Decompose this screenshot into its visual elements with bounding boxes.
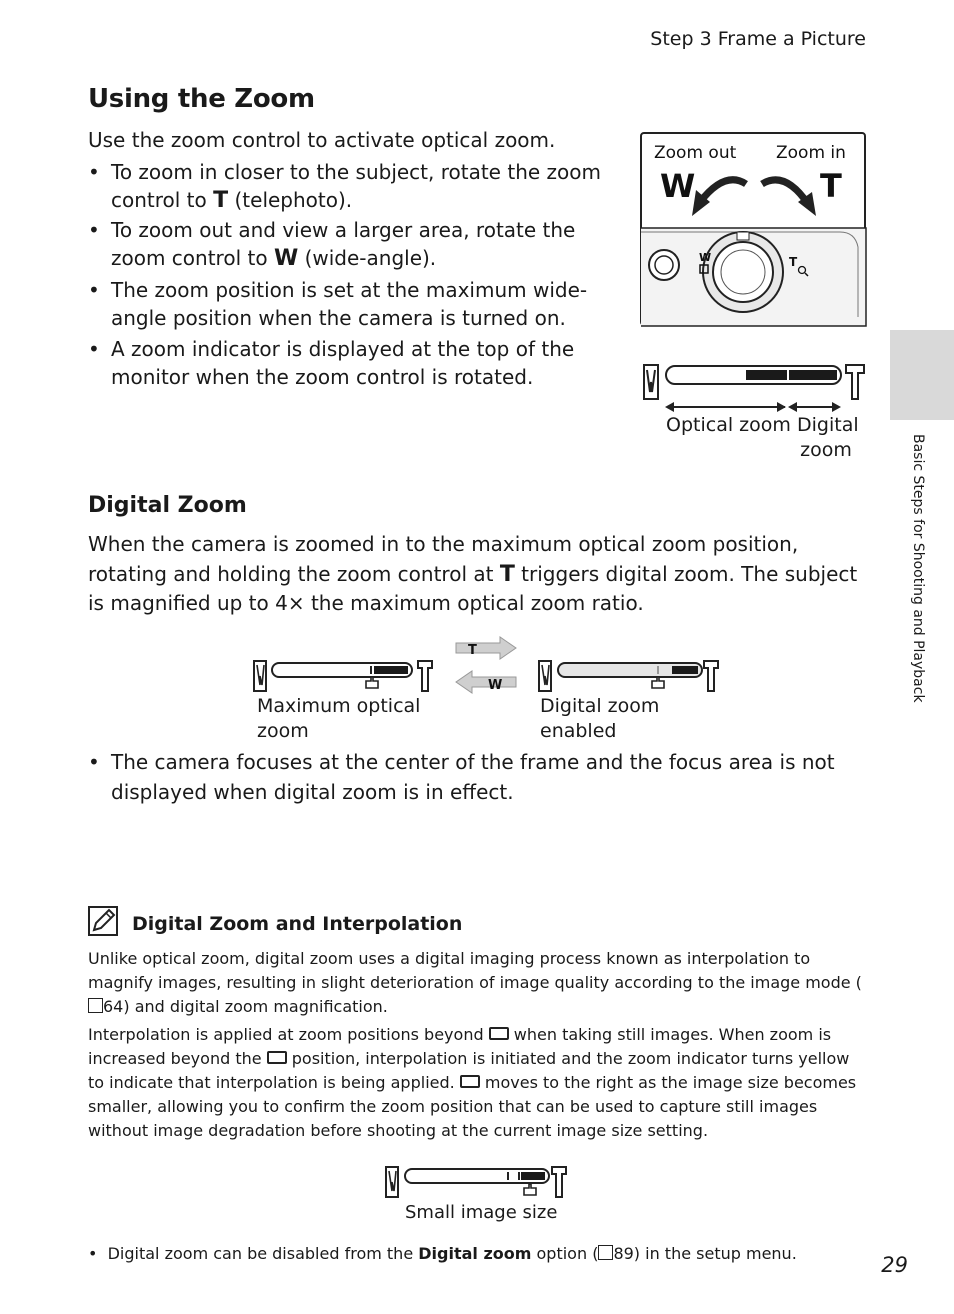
interpolation-icon bbox=[267, 1051, 287, 1064]
note-paragraph bbox=[88, 947, 868, 1019]
caption-line: Digital bbox=[797, 414, 859, 436]
bullet-text: To zoom in closer to the subject, rotate the zoom control to bbox=[111, 160, 601, 212]
paragraph-text: When the camera is zoomed in to the maximum optical zoom position, rotating and holding the zoom control at bbox=[88, 532, 799, 586]
digital-enabled-caption bbox=[540, 694, 659, 744]
small-image-size-caption: Small image size bbox=[405, 1202, 558, 1223]
chapter-tab bbox=[890, 330, 954, 420]
note-paragraph bbox=[88, 1023, 868, 1143]
tele-symbol-large: T bbox=[820, 167, 842, 205]
caption-line: Maximum optical bbox=[257, 695, 421, 717]
chapter-label-text: Basic Steps for Shooting and Playback bbox=[910, 434, 926, 703]
zoom-out-label: Zoom out bbox=[654, 143, 737, 163]
paragraph-text: moves to the right as the image size becomes smaller, allowing you to confirm the zoom position that can be used to capture still images without image degradation before shooting at the current image size setting. bbox=[88, 1073, 857, 1140]
paragraph-text: ) and digital zoom magnification. bbox=[123, 997, 388, 1016]
caption-line: Digital zoom bbox=[540, 695, 660, 717]
zoom-bar-fill bbox=[521, 1172, 545, 1180]
page-reference[interactable]: 89 bbox=[613, 1244, 634, 1263]
caption-line: zoom bbox=[800, 439, 852, 461]
tele-label-small: T bbox=[789, 255, 798, 269]
caption-line: enabled bbox=[540, 720, 617, 742]
zoom-bar-fill bbox=[746, 370, 837, 380]
book-ref-icon bbox=[598, 1245, 613, 1260]
zoom-control-illustration bbox=[640, 132, 867, 327]
interpolation-icon bbox=[460, 1075, 480, 1088]
paragraph-text: when taking still images. When zoom is increased beyond the bbox=[88, 1025, 832, 1068]
digital-zoom-paragraph bbox=[88, 530, 868, 619]
interpolation-icon bbox=[366, 677, 378, 688]
list-item: • Digital zoom can be disabled from the Digital zoom option ( 89) in the setup menu. bbox=[88, 1244, 797, 1263]
paragraph-text: Interpolation is applied at zoom positions beyond bbox=[88, 1025, 489, 1044]
interpolation-icon bbox=[652, 677, 664, 688]
pencil-note-icon bbox=[88, 906, 118, 936]
page-reference[interactable]: 64 bbox=[103, 997, 124, 1016]
bullet-text: To zoom out and view a larger area, rotate the zoom control to bbox=[111, 218, 576, 270]
list-item: • The zoom position is set at the maximum wide-angle position when the camera is turned on. bbox=[88, 276, 613, 332]
list-item: • To zoom in closer to the subject, rotate the zoom control to T (telephoto). bbox=[88, 160, 601, 213]
paragraph-text: position, interpolation is initiated and the zoom indicator turns yellow to indicate that interpolation is being applied. bbox=[88, 1049, 850, 1092]
arrow-right-icon bbox=[456, 637, 516, 659]
bullet-text: The zoom position is set at the maximum wide-angle position when the camera is turned on. bbox=[111, 278, 588, 330]
page-number: 29 bbox=[881, 1253, 908, 1277]
small-image-size-indicator bbox=[384, 1164, 570, 1200]
bullet-text: ) in the setup menu. bbox=[633, 1244, 797, 1263]
section-heading: Digital Zoom bbox=[88, 493, 247, 518]
list-item: • The camera focuses at the center of the frame and the focus area is not displayed when digital zoom is in effect. bbox=[88, 748, 848, 807]
telephoto-symbol: T bbox=[499, 561, 515, 587]
paragraph-text: Unlike optical zoom, digital zoom uses a digital imaging process known as interpolation to magnify images, resulting in slight deterioration of image quality according to the image mode ( bbox=[88, 949, 862, 992]
arrow-left-icon bbox=[456, 671, 516, 693]
telephoto-symbol: T bbox=[213, 188, 229, 213]
zoom-bar-fill bbox=[374, 666, 408, 674]
caption-line: zoom bbox=[257, 720, 309, 742]
book-ref-icon bbox=[88, 998, 103, 1013]
zoom-bar-fill bbox=[672, 666, 698, 674]
wide-symbol-large: W bbox=[660, 167, 696, 205]
max-optical-caption bbox=[257, 694, 420, 744]
zoom-in-label: Zoom in bbox=[776, 143, 846, 163]
note-title: Digital Zoom and Interpolation bbox=[132, 913, 463, 935]
chapter-label bbox=[909, 434, 929, 744]
page-title: Using the Zoom bbox=[88, 84, 315, 114]
list-item: • To zoom out and view a larger area, rotate the zoom control to W (wide-angle). bbox=[88, 218, 576, 271]
bullet-text: option ( bbox=[531, 1244, 599, 1263]
arrow-w-label: W bbox=[488, 678, 503, 693]
bullet-text: Digital zoom can be disabled from the bbox=[107, 1244, 419, 1263]
running-header: Step 3 Frame a Picture bbox=[650, 28, 866, 50]
bullet-text: (wide-angle). bbox=[298, 246, 437, 270]
menu-option-name: Digital zoom bbox=[418, 1244, 532, 1263]
bullet-text: A zoom indicator is displayed at the top of the monitor when the zoom control is rotated. bbox=[111, 337, 575, 389]
optical-zoom-caption: Optical zoom bbox=[666, 414, 791, 436]
wide-angle-symbol: W bbox=[273, 246, 299, 271]
digital-zoom-diagram bbox=[252, 635, 722, 697]
interpolation-icon bbox=[489, 1027, 509, 1040]
wide-label-small: W bbox=[699, 251, 712, 264]
digital-zoom-caption bbox=[797, 413, 859, 463]
arrow-t-label: T bbox=[468, 643, 477, 658]
paragraph-text: triggers digital zoom. The subject is magnified up to 4× the maximum optical zoom ratio. bbox=[88, 561, 858, 615]
list-item: • A zoom indicator is displayed at the top of the monitor when the zoom control is rotated. bbox=[88, 335, 613, 391]
bullet-text: The camera focuses at the center of the frame and the focus area is not displayed when digital zoom is in effect. bbox=[111, 750, 835, 804]
interpolation-icon bbox=[524, 1184, 536, 1195]
bullet-text: (telephoto). bbox=[228, 188, 353, 212]
intro-text: Use the zoom control to activate optical zoom. bbox=[88, 128, 556, 152]
